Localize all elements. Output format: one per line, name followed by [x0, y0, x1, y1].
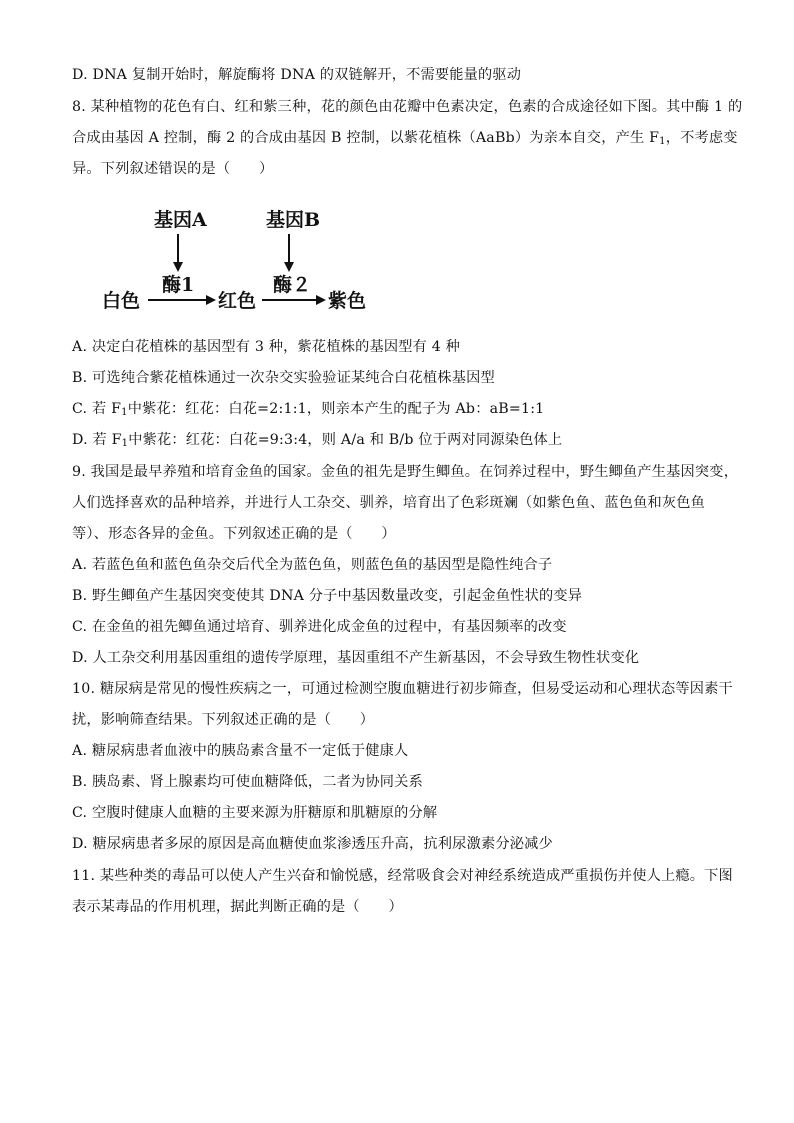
- q11-stem-line2: 表示某毒品的作用机理，据此判断正确的是（ ）: [72, 899, 403, 915]
- white-label: 白色: [102, 290, 141, 312]
- q10-stem-line2: 扰，影响筛查结果。下列叙述正确的是（ ）: [72, 712, 375, 728]
- q10-option-c: C. 空腹时健康人血糖的主要来源为肝糖原和肌糖原的分解: [72, 805, 438, 821]
- q8-stem-line2: 合成由基因 A 控制，酶 2 的合成由基因 B 控制，以紫花植株（AaBb）为亲本自交，产生 $F_1$，不考虑变: [72, 130, 738, 147]
- q8-option-d: D. 若 $F_1$中紫花：红花：白花=9:3:4，则 A/a 和 B/b 位于两对同源染色体上: [72, 432, 563, 449]
- q10-option-a: A. 糖尿病患者血液中的胰岛素含量不一定低于健康人: [72, 743, 409, 759]
- arrow-red-purple-head: [316, 295, 326, 305]
- q9-option-a: A. 若蓝色鱼和蓝色鱼杂交后代全为蓝色鱼，则蓝色鱼的基因型是隐性纯合子: [72, 557, 553, 573]
- q8-option-b: B. 可选纯合紫花植株通过一次杂交实验验证某纯合白花植株基因型: [72, 370, 495, 386]
- q8-option-a: A. 决定白花植株的基因型有 3 种，紫花植株的基因型有 4 种: [72, 339, 461, 355]
- enzyme2-label: 酶２: [273, 274, 312, 296]
- q9-stem-line2: 人们选择喜欢的品种培养，并进行人工杂交、驯养，培育出了色彩斑斓（如紫色鱼、蓝色鱼和灰色鱼: [72, 495, 706, 511]
- q9-option-d: D. 人工杂交利用基因重组的遗传学原理，基因重组不产生新基因，不会导致生物性状变化: [72, 650, 640, 666]
- arrow-white-red-head: [206, 295, 216, 305]
- q11-stem-line1: 11. 某些种类的毒品可以使人产生兴奋和愉悦感，经常吸食会对神经系统造成严重损伤并使人上瘾。下图: [72, 868, 733, 884]
- gene-a-arrowhead: [173, 262, 183, 272]
- gene-b-label: 基因B: [266, 209, 321, 231]
- q10-option-d: D. 糖尿病患者多尿的原因是高血糖使血浆渗透压升高，抗利尿激素分泌减少: [72, 836, 553, 852]
- q10-option-b: B. 胰岛素、肾上腺素均可使血糖降低，二者为协同关系: [72, 774, 423, 790]
- q8-stem-line3: 异。下列叙述错误的是（ ）: [72, 161, 274, 177]
- purple-label: 紫色: [328, 290, 367, 312]
- enzyme1-label: 酶1: [162, 274, 195, 296]
- red-label: 红色: [218, 290, 257, 312]
- q9-stem-line3: 等）、形态各异的金鱼。下列叙述正确的是（ ）: [72, 526, 396, 542]
- q10-stem-line1: 10. 糖尿病是常见的慢性疾病之一，可通过检测空腹血糖进行初步筛查，但易受运动和心理状态等因素干: [72, 681, 733, 697]
- q9-option-b: B. 野生鲫鱼产生基因突变使其 DNA 分子中基因数量改变，引起金鱼性状的变异: [72, 588, 583, 604]
- q7-option-d: D. DNA 复制开始时，解旋酶将 DNA 的双链解开，不需要能量的驱动: [72, 67, 522, 83]
- q9-option-c: C. 在金鱼的祖先鲫鱼通过培育、驯养进化成金鱼的过程中，有基因频率的改变: [72, 619, 567, 635]
- pigment-pathway-diagram: [92, 198, 392, 328]
- q8-option-c: C. 若 $F_1$中紫花：红花：白花=2:1:1，则亲本产生的配子为 Ab：aB=1:1: [72, 401, 545, 418]
- gene-b-arrowhead: [284, 262, 294, 272]
- gene-a-label: 基因A: [154, 209, 207, 231]
- q9-stem-line1: 9. 我国是最早养殖和培育金鱼的国家。金鱼的祖先是野生鲫鱼。在饲养过程中，野生鲫鱼产生基因突变，: [72, 464, 739, 480]
- q8-stem-line1: 8. 某种植物的花色有白、红和紫三种，花的颜色由花瓣中色素决定，色素的合成途径如下图。其中酶 1 的: [72, 99, 743, 115]
